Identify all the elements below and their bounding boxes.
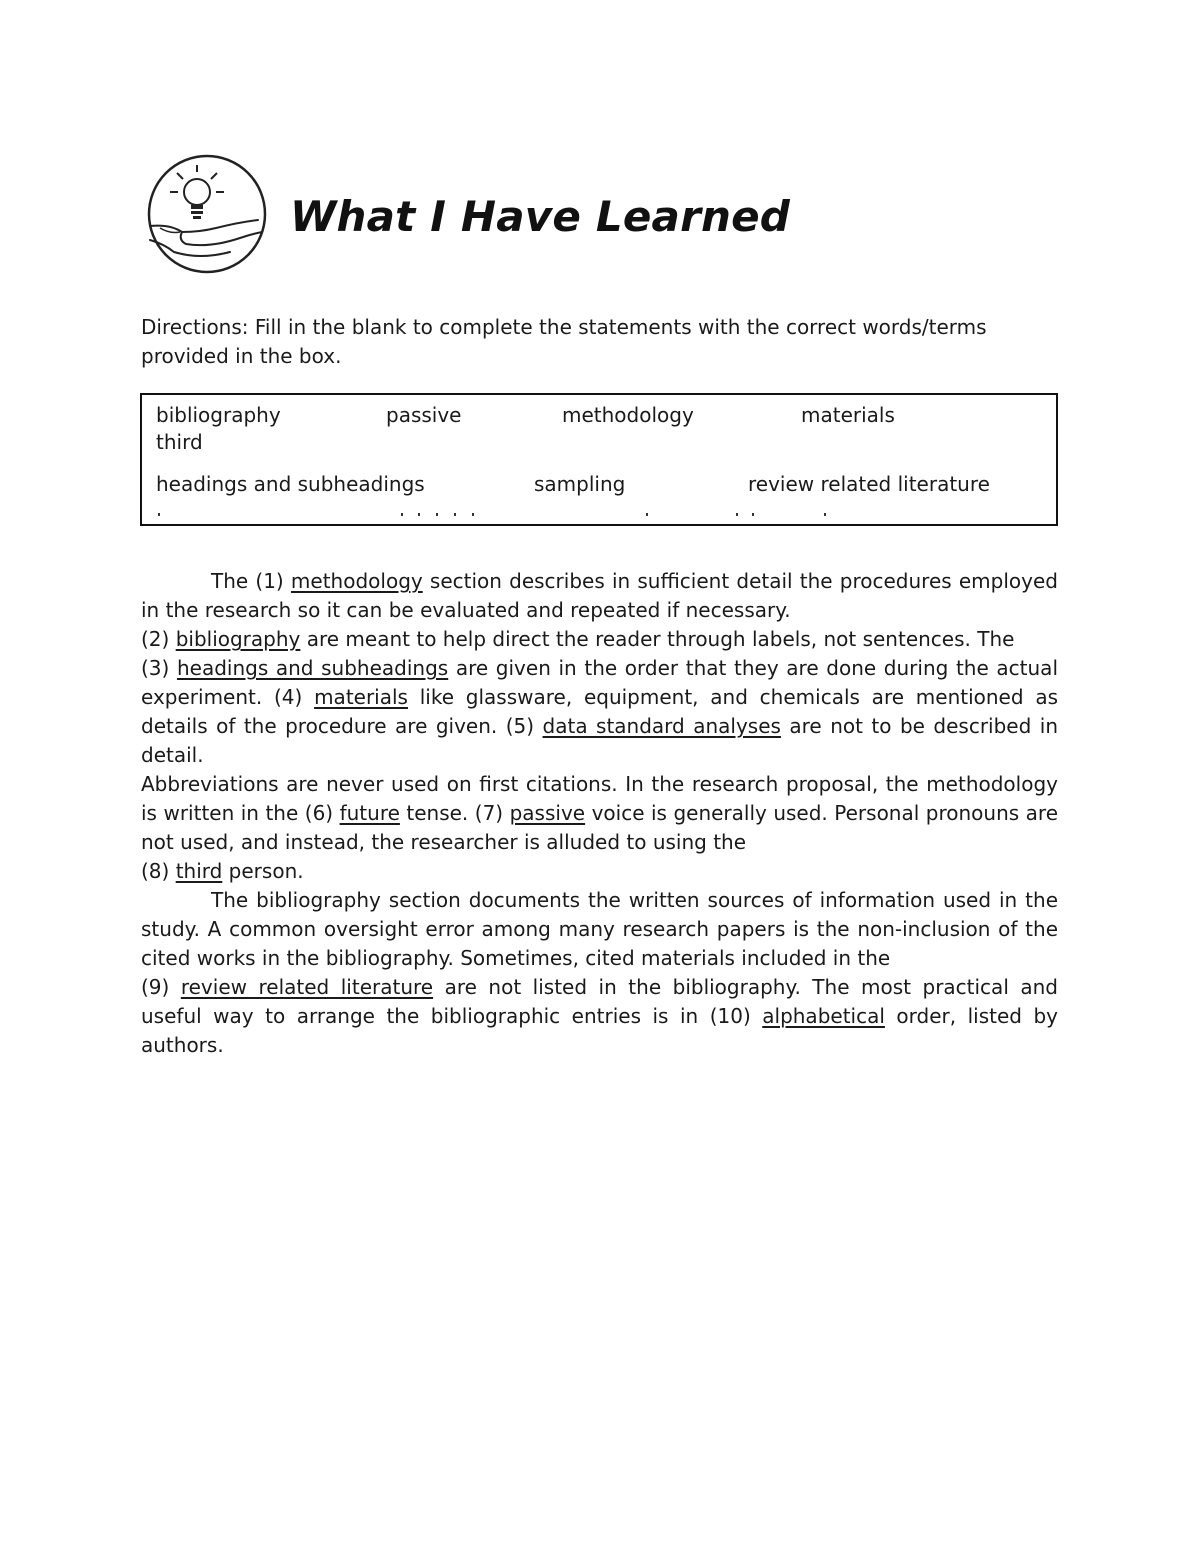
lightbulb-in-hand-icon <box>140 148 270 278</box>
paragraph <box>141 973 1058 1060</box>
passage-text: (2) <box>141 627 176 651</box>
word-bank-item: sampling <box>534 472 626 496</box>
passage-text: voice is generally used. Personal pronouns are not used, and instead, the researcher is alluded to using the <box>141 801 1058 854</box>
clipped-text-row <box>156 513 856 517</box>
passage-text: Abbreviations are never used on first citations. In the research proposal, the methodology is written in the (6) <box>141 772 1058 825</box>
passage-text: person. <box>222 859 304 883</box>
passage-text: The bibliography section documents the written sources of information used in the study. A common oversight error among many research papers is the non-inclusion of the cited works in the bibliography. Sometimes, cited materials included in the <box>141 888 1058 970</box>
passage-text: like glassware, equipment, and chemicals are mentioned as details of the procedure are given. (5) <box>141 685 1058 738</box>
passage-text: are not listed in the bibliography. The most practical and useful way to arrange the bibliographic entries is in (10) <box>141 975 1058 1028</box>
answer-5: data standard analyses <box>542 714 781 738</box>
page-title: What I Have Learned <box>290 192 791 241</box>
word-bank-item: materials <box>801 403 895 427</box>
passage-text: (8) <box>141 859 176 883</box>
word-bank-item: review related literature <box>748 472 990 496</box>
word-bank-box <box>140 393 1058 526</box>
answer-4: materials <box>314 685 408 709</box>
word-bank-item: methodology <box>562 403 694 427</box>
answer-10: alphabetical <box>762 1004 885 1028</box>
fill-in-passage <box>141 567 1058 1060</box>
passage-text: The (1) <box>211 569 291 593</box>
paragraph <box>141 770 1058 857</box>
answer-9: review related literature <box>180 975 434 999</box>
word-bank-item: third <box>156 430 203 454</box>
directions-text: Directions: Fill in the blank to complete the statements with the correct words/terms provided in the box. <box>141 315 987 368</box>
passage-text: are meant to help direct the reader through labels, not sentences. The <box>300 627 1015 651</box>
passage-text: are not to be described in detail. <box>141 714 1058 767</box>
passage-text: order, listed by authors. <box>141 1004 1058 1057</box>
passage-text: section describes in sufficient detail the procedures employed in the research so it can be evaluated and repeated if necessary. <box>141 569 1058 622</box>
word-bank-item: passive <box>386 403 462 427</box>
answer-6: future <box>339 801 400 825</box>
passage-text: (3) <box>141 656 177 680</box>
paragraph <box>141 625 1058 654</box>
answer-3: headings and subheadings <box>176 656 449 680</box>
paragraph <box>141 654 1058 770</box>
answer-7: passive <box>509 801 586 825</box>
passage-text: are given in the order that they are done during the actual experiment. (4) <box>141 656 1058 709</box>
paragraph <box>141 886 1058 973</box>
word-bank-item: headings and subheadings <box>156 472 425 496</box>
passage-text: (9) <box>141 975 181 999</box>
answer-1: methodology <box>290 569 423 593</box>
paragraph <box>141 567 1058 625</box>
answer-2: bibliography <box>175 627 301 651</box>
paragraph <box>141 857 1058 886</box>
passage-text: tense. (7) <box>399 801 510 825</box>
word-bank-item: bibliography <box>156 403 281 427</box>
answer-8: third <box>175 859 223 883</box>
